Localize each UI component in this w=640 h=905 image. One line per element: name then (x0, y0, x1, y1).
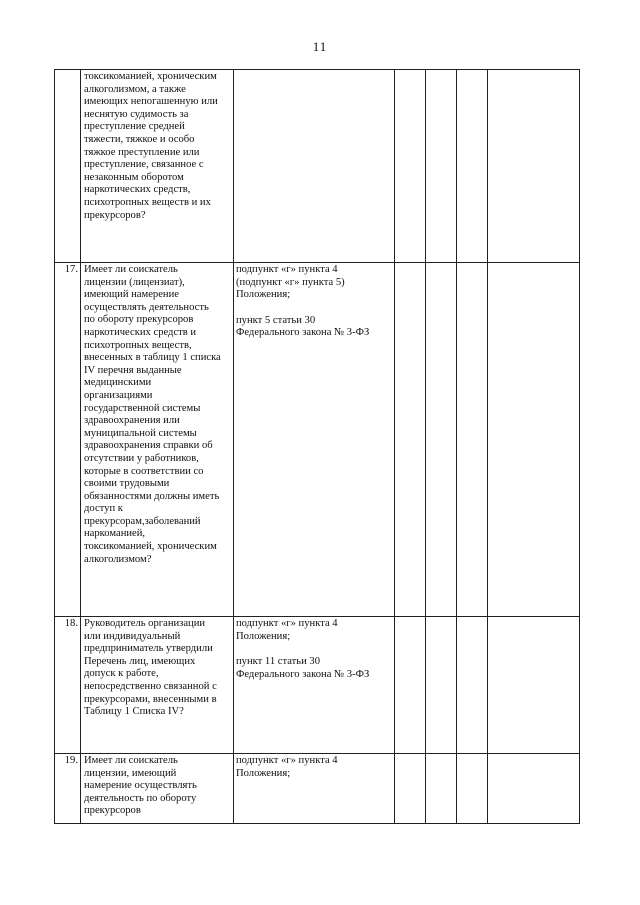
note-cell[interactable] (488, 263, 580, 617)
row-number: 17. (55, 263, 81, 617)
question-line: незаконным оборотом (84, 171, 184, 183)
question-cell (81, 70, 234, 263)
question-line: доступ к (84, 503, 123, 515)
legal-reference-cell (234, 263, 395, 617)
question-line: прекурсорам,заболеваний (84, 515, 201, 527)
question-line: Руководитель организации (84, 618, 206, 629)
question-line: отсутствии у работников, (84, 452, 199, 464)
answer-na-cell[interactable] (457, 754, 488, 824)
question-line: наркоманией, (84, 528, 146, 540)
question-line: тяжести, тяжкое и особо (84, 133, 195, 145)
reference-line: Федерального закона № 3-ФЗ (236, 668, 370, 680)
question-line: наркотических средств, (84, 184, 191, 196)
question-line: алкоголизмом, а также (84, 83, 186, 95)
question-line: медицинскими (84, 377, 152, 389)
question-line: имеющих непогашенную или (84, 96, 218, 108)
note-cell[interactable] (488, 754, 580, 824)
question-line: организациями (84, 389, 153, 401)
table-row (55, 263, 580, 617)
question-cell (81, 263, 234, 617)
question-line: которые в соответствии со (84, 465, 204, 477)
reference-line: подпункт «г» пункта 4 (236, 618, 338, 629)
question-cell (81, 754, 234, 824)
answer-na-cell[interactable] (457, 70, 488, 263)
question-line: психотропных веществ и их (84, 196, 211, 208)
answer-na-cell[interactable] (457, 263, 488, 617)
question-line: прекурсорами, внесенными в (84, 693, 217, 705)
legal-reference-cell (234, 754, 395, 824)
question-line: преступление средней (84, 121, 185, 133)
question-line: имеющий намерение (84, 289, 179, 301)
question-line: токсикоманией, хроническим (84, 71, 217, 82)
question-line: здравоохранения или (84, 415, 180, 427)
reference-line: Федерального закона № 3-ФЗ (236, 327, 370, 339)
reference-line (236, 302, 393, 315)
question-line: прекурсоров? (84, 209, 146, 221)
answer-no-cell[interactable] (426, 617, 457, 754)
reference-line: Положения; (236, 630, 291, 642)
answer-no-cell[interactable] (426, 754, 457, 824)
question-line: IV перечня выданные (84, 364, 182, 376)
reference-line: подпункт «г» пункта 4 (236, 755, 338, 766)
table-row (55, 617, 580, 754)
answer-yes-cell[interactable] (395, 617, 426, 754)
question-line: наркотических средств и (84, 326, 197, 338)
question-line: своими трудовыми (84, 478, 170, 490)
question-line: неснятую судимость за (84, 108, 189, 120)
question-line: преступление, связанное с (84, 159, 204, 171)
answer-yes-cell[interactable] (395, 754, 426, 824)
question-line: муниципальной системы (84, 427, 197, 439)
reference-line (236, 643, 393, 656)
legal-reference-cell (234, 617, 395, 754)
reference-line: пункт 11 статьи 30 (236, 656, 321, 668)
question-line: здравоохранения справки об (84, 440, 213, 452)
question-line: Имеет ли соискатель (84, 755, 178, 766)
note-cell[interactable] (488, 617, 580, 754)
question-line: деятельность по обороту (84, 792, 197, 804)
legal-reference-cell (234, 70, 395, 263)
question-line: осуществлять деятельность (84, 301, 209, 313)
question-line: допуск к работе, (84, 668, 159, 680)
row-number: 19. (55, 754, 81, 824)
question-line: Имеет ли соискатель (84, 264, 178, 275)
answer-na-cell[interactable] (457, 617, 488, 754)
question-line: алкоголизмом? (84, 553, 152, 565)
question-line: или индивидуальный (84, 630, 181, 642)
question-line: Таблицу 1 Списка IV? (84, 706, 184, 718)
question-line: государственной системы (84, 402, 201, 414)
question-line: психотропных веществ, (84, 339, 192, 351)
question-line: намерение осуществлять (84, 780, 197, 792)
question-line: тяжкое преступление или (84, 146, 200, 158)
question-line: лицензии, имеющий (84, 767, 177, 779)
table-row (55, 70, 580, 263)
reference-line: подпункт «г» пункта 4 (236, 264, 338, 275)
question-line: прекурсоров (84, 805, 141, 817)
row-number (55, 70, 81, 263)
checklist-table (54, 69, 580, 824)
question-line: токсикоманией, хроническим (84, 541, 217, 553)
question-line: обязанностями должны иметь (84, 490, 220, 502)
page-number: 11 (312, 39, 328, 54)
answer-no-cell[interactable] (426, 70, 457, 263)
question-line: непосредственно связанной с (84, 680, 217, 692)
question-line: Перечень лиц, имеющих (84, 655, 196, 667)
row-number: 18. (55, 617, 81, 754)
answer-no-cell[interactable] (426, 263, 457, 617)
question-line: внесенных в таблицу 1 списка (84, 352, 221, 364)
reference-line: пункт 5 статьи 30 (236, 314, 316, 326)
answer-yes-cell[interactable] (395, 70, 426, 263)
table-row (55, 754, 580, 824)
question-line: лицензии (лицензиат), (84, 276, 185, 288)
question-line: по обороту прекурсоров (84, 314, 194, 326)
question-line: предприниматель утвердили (84, 643, 213, 655)
answer-yes-cell[interactable] (395, 263, 426, 617)
reference-line: Положения; (236, 289, 291, 301)
question-cell (81, 617, 234, 754)
note-cell[interactable] (488, 70, 580, 263)
reference-line: Положения; (236, 767, 291, 779)
reference-line: (подпункт «г» пункта 5) (236, 276, 345, 288)
